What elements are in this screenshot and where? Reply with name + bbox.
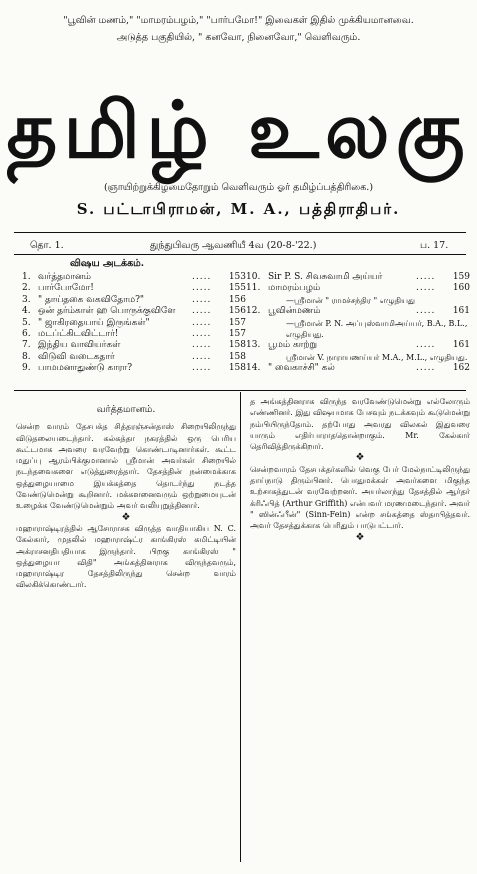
issue-date: துந்துபிவரு ஆவணியீ 4வ (20-8-'22.) (150, 240, 317, 251)
masthead-title: தமிழ் உலகு (6, 85, 471, 176)
toc-heading: விஷய அடக்கம். (70, 258, 145, 269)
tagline: (ஞாயிற்றுக்கிழமைதோறும் வெளிவரும் ஓர் தமிழ்ப்பத்திரிகை.) (103, 182, 374, 193)
ornament-icon: ❖ (355, 531, 365, 543)
toc-entry: 4. ஒன் தர்ம்காள் ஹ பொருக்குவிளே ..... 156 (22, 306, 246, 317)
toc-author: ஸ்ரீமான் V. நாராயணய்யர் M.A., M.L., எழுதியது. (286, 352, 468, 362)
notice-line-1: "பூவின் மணம்," "மாமரம்பழம்," "பார்பமோ!" இவைகள் இதில் முக்கியமானவை. (63, 15, 414, 26)
part-number: ப. 17. (420, 240, 449, 251)
editor-line: S. பட்டாபிராமன், M. A., பத்திராதிபர். (76, 200, 401, 218)
toc-entry: 11. மாமரம்பழம் ..... 160 (246, 283, 470, 294)
toc-entry: 10. Sir P. S. சிவசுவாமி அய்யர் ..... 159 (246, 272, 470, 282)
column-divider (240, 392, 241, 862)
divider (14, 390, 466, 391)
toc-author: —ஸ்ரீமான் " ராமச்சந்திர " எழுதியது (286, 295, 415, 305)
toc-entry: 8. விடுவி வடைகதார் ..... 158 (22, 351, 246, 362)
article-heading: வர்த்தமானம். (96, 404, 156, 415)
ornament-icon: ❖ (121, 511, 131, 523)
toc-entry: 2. பார்போமோ! ..... 155 (22, 283, 246, 294)
toc-entry: 3. " தாய்தகை வகவிதோம?" ..... 156 (22, 294, 246, 305)
article-paragraph: சென்ற வாரம் தேசபக்த சித்தரஞ்சன்தாஸ் சிறையிலிருந்து விடுதலையடைந்தார். கல்கத்தா நகரத்தில் ஒரு பெரிய கூட்டமாக அவரை வரவேற்று கொண்டாடினார்கள். கூட்ட மதுப்பு ஆரம்பிக்குமானால் ஸ்ரீமான் அவர்கள் சிறையில் நடந்தவைகளை எடுத்துரைத்தார். தேசத்தின் நன்மைக்காக ஒத்துழையாமை இயக்கத்தை தொடர்ந்து நடத்த வேண்டுமென்று கூறினார். மக்களனைவரும் ஒற்றுமையுடன் உழைக்க வேண்டுமென்றும் அவர் வலியுறுத்தினார். (16, 422, 236, 511)
divider (14, 232, 466, 233)
notice-line-2: அடுத்த பகுதியில், " கனவோ, நினைவோ," வெளிவரும். (116, 32, 361, 43)
article-paragraph: த அங்கத்தினராக விருந்த வரவேண்டுமென்று எல்லோரும் எண்ணினர். இது விஷயமாக பேசவும் நடக்கவும் கூடுமென்று நம்பியிருந்தோம். தற்போது அவரது விலகல் இதுவரை யாரும் எதிர்பாராததொன்றாகும். Mr. கேல்கார் தெரிவித்திருக்கிறார். (250, 397, 470, 452)
toc-entry: 6. மடப்ட்கிடவிட்டார்! ..... 157 (22, 328, 246, 339)
toc-entry: 13. பூமம் காற்று ..... 161 (246, 340, 470, 351)
ornament-icon: ❖ (355, 452, 365, 464)
article-paragraph: மஹாராஷ்டிரத்தில் ஆசோராசக விருத்த வாதியாகிய N. C. கேல்கார், முதலில் மஹாராஷ்ட்ர காங்கிரஸ் கமிட்டியின் அக்ராசனதிபதியாக இருந்தார். பிறகு காங்கிரஸ் " ஒத்துழையா விதி" அங்கத்தினராக விருந்தவரும், மஹாராஷ்டிர தேசத்திலிருந்து சென்ற வாரம் விலகிக்கொண்டார். (16, 523, 236, 590)
toc-entry: 7. இந்திய வாவியர்கள் ..... 158 (22, 340, 246, 351)
toc-entry: 14. " வைகாச்சி" கல் ..... 162 (246, 363, 470, 374)
toc-entry: 12. பூவின்மணம் ..... 161 (246, 306, 470, 317)
article-column-left (16, 404, 236, 591)
divider (14, 254, 466, 255)
toc-right-column (246, 272, 470, 375)
toc-left-column (22, 272, 246, 375)
toc-author: —ஸ்ரீமான் P. N. அப்புஸ்வாமிஅய்யர், B.A., B.L., எழுதியது. (286, 318, 468, 339)
volume-number: தொ. 1. (30, 240, 64, 251)
toc-entry: 5. " ஜாகிரதையாய் இருங்கள்" ..... 157 (22, 317, 246, 328)
top-notice (0, 12, 477, 46)
toc-entry: 9. பாமமனாதுண்டு காரா? ..... 158 (22, 363, 246, 374)
article-paragraph: சென்றவாரம் தேசபக்தர்களில் வெகு பேர் மேல்நாட்டிலிருந்து தாய்நாடு திரும்பினர். பொதுமக்கள் அவர்களை மிகுந்த உற்சாகத்துடன் வரவேற்றனர். அயர்லாந்து தேசத்தில் ஆர்தர் க்ரிஃபித் (Arthur Griffith) என்பவர் மரணமடைந்தார். அவர் " ஸின்ஃபீன்" (Sinn-Fein) என்ற சங்கத்தை ஸ்தாபித்தவர். அவர் தேசத்துக்காக பெரிதும் பாடுபட்டார். (250, 464, 470, 531)
article-column-right (250, 396, 470, 543)
toc-entry: 1. வர்த்தமானம் ..... 153 (22, 272, 246, 282)
